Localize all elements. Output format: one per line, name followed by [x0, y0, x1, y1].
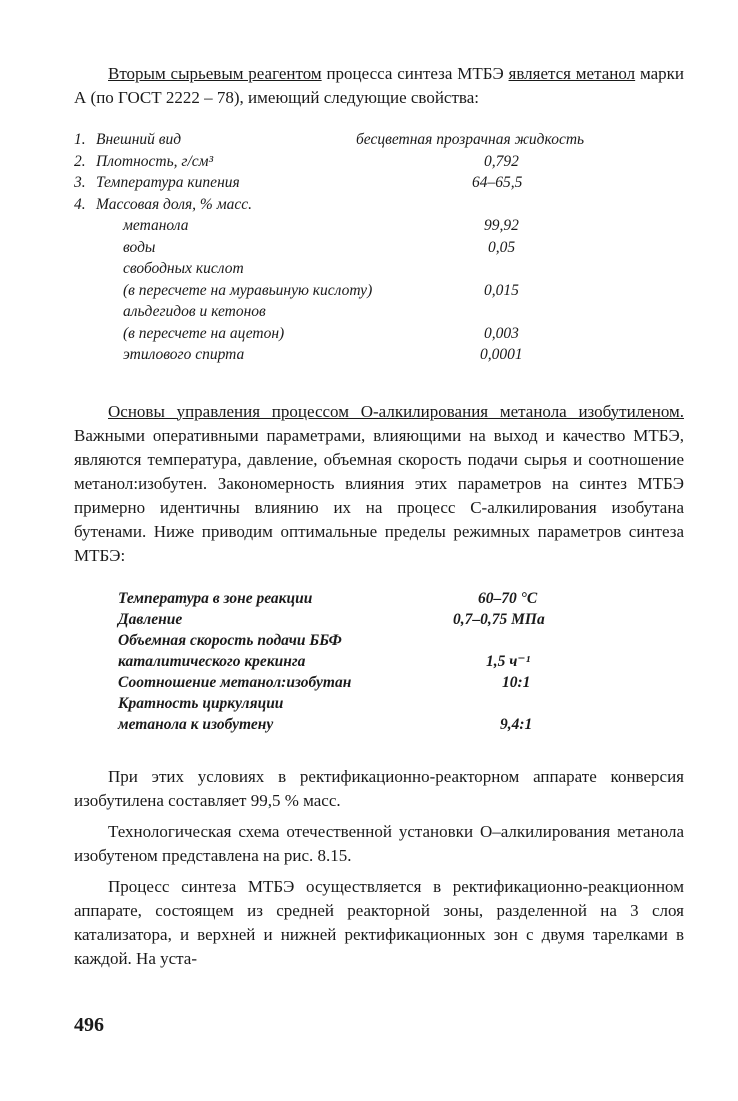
intro-underlined-1: Вторым сырьевым реагентом	[108, 64, 322, 83]
condition-row	[118, 693, 684, 714]
property-name	[74, 129, 181, 151]
intro-text-1: процесса синтеза МТБЭ	[321, 64, 509, 83]
property-label: Температура кипения	[96, 174, 240, 191]
property-row	[74, 344, 684, 366]
condition-name: Температура в зоне реакции	[118, 589, 313, 607]
section-body: Важными оперативными параметрами, влияющими на выход и качество МТБЭ, являются температура, давление, объемная скорость подачи сырья и соотношение метанол:изобутен. Закономерность влияния этих параметров на синтез МТБЭ примерно идентичны влиянию их на процесс С-алкилирования изобутана бутенами. Ниже приводим оптимальные пределы режимных параметров синтеза МТБЭ:	[74, 425, 684, 565]
property-name	[74, 172, 240, 194]
process-conditions-list	[74, 588, 684, 735]
section-heading: Основы управления процессом О-алкилирования метанола изобутиленом.	[108, 401, 684, 421]
property-name	[74, 344, 244, 366]
property-value: 0,015	[484, 281, 519, 299]
property-number: 3.	[74, 174, 86, 191]
property-name	[74, 215, 188, 237]
condition-value: 10:1	[502, 673, 531, 691]
property-label: этилового спирта	[123, 346, 245, 363]
page-number: 496	[74, 1014, 104, 1036]
property-label: (в пересчете на ацетон)	[123, 324, 285, 342]
property-row	[74, 237, 684, 259]
property-label: Массовая доля, % масс.	[96, 195, 252, 213]
property-name	[74, 151, 213, 173]
property-label: (в пересчете на муравьиную кислоту)	[123, 281, 373, 299]
condition-row	[118, 714, 684, 735]
property-row	[74, 323, 684, 345]
condition-name: Кратность циркуляции	[118, 694, 284, 712]
intro-paragraph	[74, 62, 684, 110]
property-label: Внешний вид	[96, 131, 182, 148]
condition-value: 0,7–0,75 МПа	[453, 610, 545, 628]
property-row	[74, 194, 684, 216]
condition-name: Объемная скорость подачи ББФ	[118, 631, 342, 649]
condition-row	[118, 672, 684, 693]
property-row	[74, 172, 684, 194]
property-row	[74, 258, 684, 280]
scheme-paragraph: Технологическая схема отечественной установки О–алкилирования метанола изобутеном представлена на рис. 8.15.	[74, 821, 684, 865]
condition-row	[118, 609, 684, 630]
page-content	[74, 62, 684, 971]
property-value: 0,05	[488, 238, 516, 256]
property-number: 4.	[74, 195, 86, 213]
property-name	[74, 301, 266, 323]
condition-value: 60–70 °С	[478, 589, 538, 607]
condition-name: метанола к изобутену	[118, 715, 274, 733]
condition-value: 9,4:1	[500, 715, 533, 733]
property-name	[74, 258, 244, 280]
property-row	[74, 280, 684, 302]
property-name	[74, 237, 155, 259]
property-row	[74, 301, 684, 323]
property-row	[74, 215, 684, 237]
property-row	[74, 129, 684, 151]
property-name	[74, 194, 252, 216]
property-number: 2.	[74, 152, 86, 170]
property-label: альдегидов и кетонов	[123, 303, 266, 320]
property-name	[74, 280, 372, 302]
property-value: бесцветная прозрачная жидкость	[356, 131, 585, 148]
property-number: 1.	[74, 131, 86, 148]
condition-name: Соотношение метанол:изобутан	[118, 673, 352, 691]
condition-name: каталитического крекинга	[118, 652, 306, 670]
property-value: 0,0001	[480, 346, 523, 363]
condition-name: Давление	[118, 610, 183, 628]
property-value: 64–65,5	[472, 174, 523, 191]
methanol-properties-list	[74, 129, 684, 366]
condition-row	[118, 588, 684, 609]
condition-row	[118, 651, 684, 672]
property-label: метанола	[123, 217, 189, 234]
property-name	[74, 323, 284, 345]
process-paragraph: Процесс синтеза МТБЭ осуществляется в ректификационно-реакционном аппарате, состоящем из средней реакторной зоны, разделенной на 3 слоя катализатора, и верхней и нижней ректификационных зон с двумя тарелками в каждой. На уста-	[74, 876, 684, 968]
property-label: воды	[123, 238, 156, 256]
property-row	[74, 151, 684, 173]
property-label: Плотность, г/см³	[96, 152, 214, 170]
conversion-paragraph: При этих условиях в ректификационно-реакторном аппарате конверсия изобутилена составляет 99,5 % масс.	[74, 766, 684, 810]
condition-row	[118, 630, 684, 651]
section-control-paragraph	[74, 400, 684, 568]
property-value: 99,92	[484, 217, 519, 234]
property-value: 0,003	[484, 324, 519, 342]
intro-text-2: марки А (по ГОСТ 2222 – 78), имеющий следующие свойства:	[74, 64, 685, 107]
intro-underlined-2: является метанол	[508, 64, 636, 83]
property-label: свободных кислот	[123, 260, 244, 277]
property-value: 0,792	[484, 152, 519, 170]
condition-value: 1,5 ч⁻¹	[486, 652, 531, 670]
